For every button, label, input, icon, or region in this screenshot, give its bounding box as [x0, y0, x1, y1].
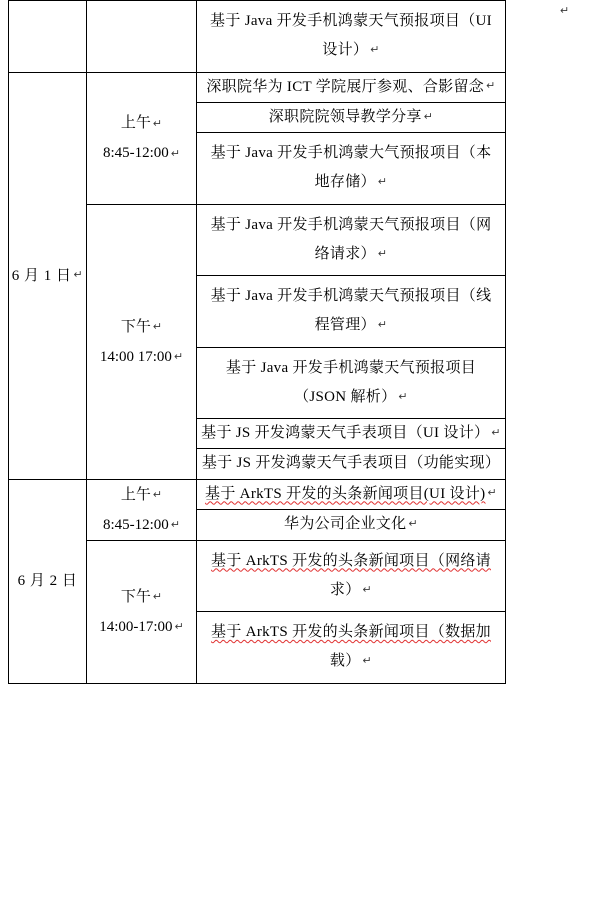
item-line-2 — [207, 168, 495, 197]
item-line-2-text: （JSON 解析） — [294, 388, 397, 405]
item-line-1 — [207, 618, 495, 647]
time-range-text: 8:45-12:00 — [102, 145, 169, 161]
time-label-morning — [87, 108, 196, 138]
paragraph-mark-icon: ↵ — [170, 147, 181, 160]
paragraph-mark-icon: ↵ — [487, 487, 497, 500]
time-range-afternoon — [87, 342, 196, 372]
item-cell — [197, 540, 506, 612]
paragraph-mark-icon: ↵ — [370, 44, 380, 57]
item-line-2-text: 程管理） — [314, 317, 376, 334]
item-text: 基于 JS 开发鸿蒙天气手表项目（功能实现） — [201, 455, 501, 472]
item-cell — [197, 347, 506, 419]
item-line-2 — [207, 311, 495, 340]
paragraph-mark-icon: ↵ — [73, 269, 84, 282]
item-line-2-text: 求） — [329, 581, 361, 598]
item-text: 基于 JS 开发鸿蒙天气手表项目（UI 设计） — [201, 425, 490, 441]
paragraph-mark-icon: ↵ — [170, 519, 181, 532]
date-label: 6 月 1 日 — [11, 267, 72, 284]
date-label: 6 月 2 日 — [17, 573, 78, 589]
item-line-1: 基于 Java 开发手机鸿蒙大气预报项目（本 — [210, 145, 492, 161]
item-line-1: 基于 Java 开发手机鸿蒙天气预报项目（线 — [210, 288, 492, 304]
item-line-2 — [207, 240, 495, 269]
paragraph-mark-icon: ↵ — [173, 351, 184, 364]
item-line-1 — [207, 547, 495, 576]
item-cell — [197, 276, 506, 348]
paragraph-mark-icon: ↵ — [174, 621, 184, 634]
item-cell — [197, 102, 506, 132]
table-row — [9, 1, 506, 73]
paragraph-mark-icon: ↵ — [491, 426, 501, 439]
item-line-2 — [207, 36, 495, 65]
time-range-text: 14:00 17:00 — [99, 348, 172, 365]
table-row — [9, 479, 506, 510]
paragraph-mark-icon: ↵ — [152, 489, 163, 502]
paragraph-mark-icon: ↵ — [377, 247, 388, 260]
item-line-1: 基于 Java 开发手机鸿蒙天气预报项目（网 — [210, 216, 492, 233]
time-range-afternoon — [87, 612, 196, 642]
time-label-morning — [87, 480, 196, 510]
item-text: 深职院华为 ICT 学院展厅参观、合影留念 — [206, 78, 485, 95]
time-range-morning — [87, 510, 196, 540]
item-line-2-text: 载） — [329, 653, 361, 670]
item-text: 深职院院领导教学分享 — [268, 108, 422, 125]
item-line-2 — [207, 576, 495, 605]
paragraph-mark-icon: ↵ — [408, 517, 418, 530]
paragraph-mark-icon: ↵ — [152, 321, 163, 334]
paragraph-mark-icon: ↵ — [377, 176, 388, 189]
item-cell — [197, 133, 506, 205]
item-line-2-text: 设计） — [322, 42, 369, 59]
time-label-afternoon — [87, 582, 196, 612]
time-range-morning — [87, 138, 196, 168]
item-line-1: 基于 Java 开发手机鸿蒙天气预报项目（UI — [210, 13, 492, 29]
item-line-2-text: 络请求） — [314, 245, 376, 262]
table-row — [9, 72, 506, 102]
time-label-text: 上午 — [120, 115, 151, 131]
item-cell — [197, 449, 506, 479]
paragraph-mark-icon: ↵ — [423, 110, 434, 123]
date-cell-june-2 — [9, 479, 87, 683]
time-label-text: 下午 — [120, 588, 151, 605]
item-cell — [197, 1, 506, 73]
training-schedule-table — [8, 0, 506, 684]
paragraph-mark-icon: ↵ — [152, 117, 163, 130]
time-cell-june-1-afternoon — [87, 204, 197, 479]
time-label-text: 上午 — [120, 486, 151, 503]
item-cell — [197, 612, 506, 684]
time-range-text: 8:45-12:00 — [102, 516, 169, 533]
time-label-text: 下午 — [120, 318, 151, 335]
item-text: 基于 ArkTS 开发的头条新闻项目(UI 设计) — [205, 485, 486, 502]
paragraph-mark-icon: ↵ — [560, 5, 570, 17]
paragraph-mark-icon: ↵ — [362, 583, 373, 596]
time-range-text: 14:00-17:00 — [99, 618, 173, 635]
date-cell-june-1 — [9, 72, 87, 479]
date-cell-empty — [9, 1, 87, 73]
item-cell — [197, 510, 506, 541]
item-line-2 — [207, 383, 495, 412]
paragraph-mark-icon: ↵ — [152, 591, 163, 604]
paragraph-mark-icon: ↵ — [398, 390, 408, 403]
item-text: 华为公司企业文化 — [284, 516, 407, 533]
time-cell-june-1-morning — [87, 72, 197, 204]
item-line-1-text: 基于 ArkTS 开发的头条新闻项目（网络请 — [211, 552, 491, 569]
item-line-2-text: 地存储） — [314, 174, 376, 191]
time-cell-june-2-morning — [87, 479, 197, 540]
item-cell — [197, 72, 506, 102]
time-cell-june-2-afternoon — [87, 540, 197, 683]
item-cell — [197, 479, 506, 510]
item-line-2 — [207, 647, 495, 676]
time-label-afternoon — [87, 312, 196, 342]
paragraph-mark-icon: ↵ — [486, 80, 496, 93]
item-cell — [197, 204, 506, 276]
item-line-1-text: 基于 ArkTS 开发的头条新闻项目（数据加 — [211, 624, 491, 640]
paragraph-mark-icon: ↵ — [377, 319, 388, 332]
time-cell-empty — [87, 1, 197, 73]
item-cell — [197, 419, 506, 449]
item-line-1: 基于 Java 开发手机鸿蒙天气预报项目 — [225, 359, 477, 376]
paragraph-mark-icon: ↵ — [362, 655, 373, 668]
